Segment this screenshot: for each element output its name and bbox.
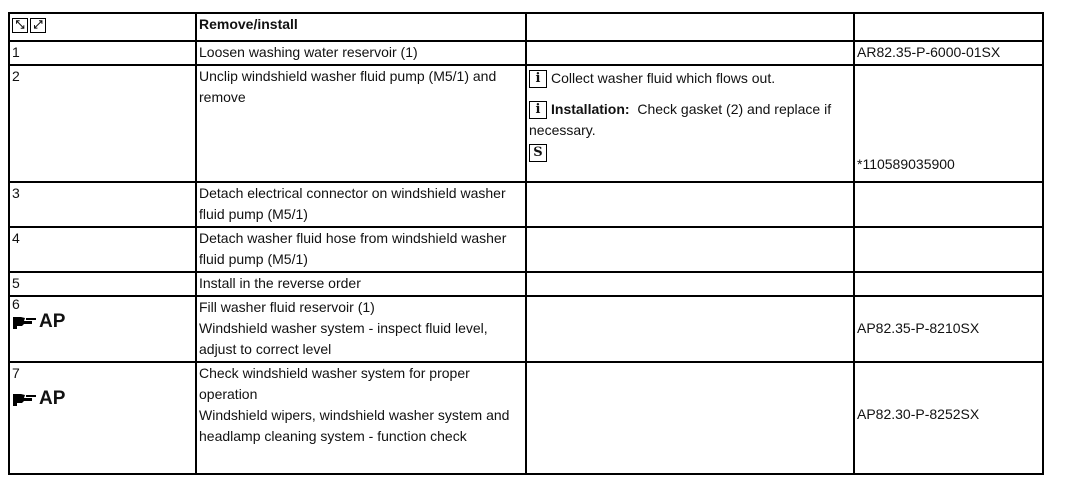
header-icons-cell (9, 13, 196, 41)
reference-cell (854, 296, 1043, 362)
step-number: 2 (9, 65, 196, 182)
step-text-cell (196, 296, 526, 362)
notes-cell (526, 65, 854, 182)
step-subtext: Windshield wipers, windshield washer system and headlamp cleaning system - function check (199, 407, 510, 444)
reference-link[interactable]: AP82.35-P-8210SX (857, 320, 980, 336)
step-number: 5 (9, 272, 196, 296)
reference-link[interactable]: AR82.35-P-6000-01SX (854, 41, 1043, 65)
step-number: 4 (9, 227, 196, 272)
ap-link[interactable]: AP (12, 311, 65, 332)
step-text: Fill washer fluid reservoir (1) (199, 299, 375, 315)
table-row (9, 65, 1043, 182)
pointing-hand-icon (12, 314, 38, 330)
table-row (9, 362, 1043, 474)
step-number: 1 (9, 41, 196, 65)
note-label: Installation: (551, 101, 630, 117)
table-row (9, 182, 1043, 227)
step-number: 7 (12, 365, 20, 381)
table-row (9, 227, 1043, 272)
procedure-table (8, 12, 1044, 475)
table-row (9, 41, 1043, 65)
note-text: Check gasket (2) and replace if necessary. (529, 101, 832, 138)
step-number-cell (9, 296, 196, 362)
special-tool-icon[interactable]: S (529, 144, 547, 162)
note-text: Collect washer fluid which flows out. (551, 70, 776, 86)
step-text: Detach washer fluid hose from windshield washer fluid pump (M5/1) (196, 227, 526, 272)
reference-cell (854, 362, 1043, 474)
tool-reference[interactable]: *110589035900 (857, 156, 955, 172)
step-text-cell (196, 362, 526, 474)
step-text: Detach electrical connector on windshield washer fluid pump (M5/1) (196, 182, 526, 227)
collapse-icon[interactable]: ⤢ (30, 18, 46, 33)
table-row (9, 296, 1043, 362)
reference-link[interactable]: AP82.30-P-8252SX (857, 406, 980, 422)
step-number: 3 (9, 182, 196, 227)
ap-link[interactable]: AP (12, 388, 65, 409)
step-text: Loosen washing water reservoir (1) (196, 41, 526, 65)
pointing-hand-icon (12, 391, 38, 407)
table-header-row (9, 13, 1043, 41)
expand-icon[interactable]: ⤡ (12, 18, 28, 33)
step-text: Unclip windshield washer fluid pump (M5/1) and remove (196, 65, 526, 182)
reference-cell (854, 65, 1043, 182)
header-title: Remove/install (196, 13, 526, 41)
step-number-cell (9, 362, 196, 474)
step-number: 6 (12, 296, 20, 312)
step-text: Check windshield washer system for proper operation (199, 365, 470, 402)
info-icon[interactable]: i (529, 101, 547, 119)
info-icon[interactable]: i (529, 70, 547, 88)
table-row (9, 272, 1043, 296)
step-subtext: Windshield washer system - inspect fluid level, adjust to correct level (199, 320, 488, 357)
step-text: Install in the reverse order (196, 272, 526, 296)
